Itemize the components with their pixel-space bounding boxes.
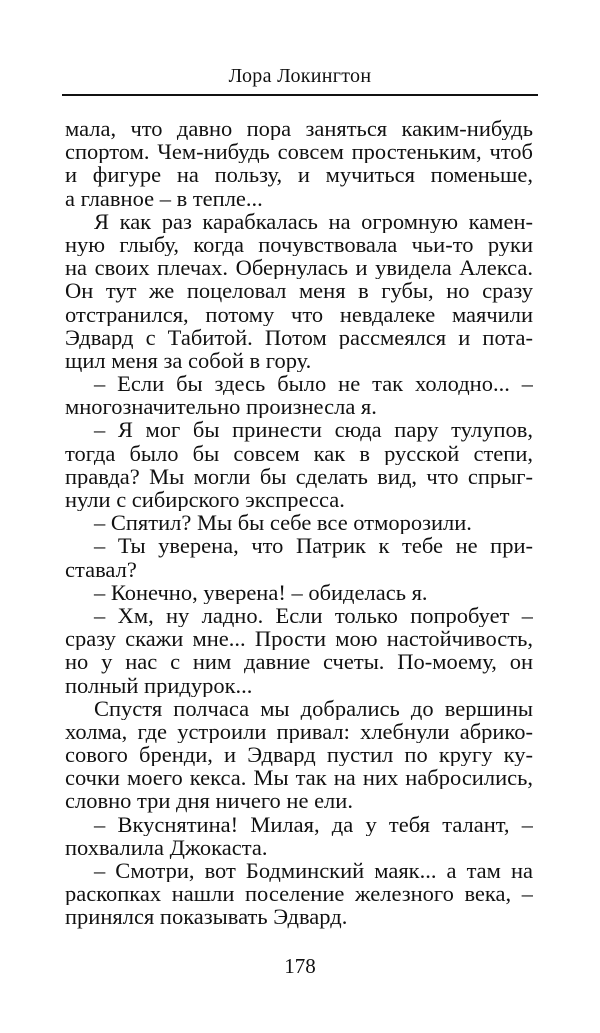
text-line: щил меня за собой в гору. [65, 348, 312, 373]
text-line: тогда было бы совсем как в русской степи, [65, 441, 533, 465]
body-text [65, 117, 533, 929]
text-line: мала, что давно пора заняться каким-нибудь [65, 117, 533, 141]
text-line: раскопках нашли поселение железного века, – [65, 882, 533, 906]
text-line: холма, где устроили привал: хлебнули абрико- [65, 719, 533, 744]
text-line: ставал? [65, 557, 137, 581]
text-line: многозначительно произнесла я. [65, 395, 377, 419]
text-line: отстранился, потому что невдалеке маячили [65, 302, 533, 326]
text-line: Спустя полчаса мы добрались до вершины [94, 696, 533, 720]
text-line: но у нас с ним давние счеты. По-моему, он [65, 650, 533, 674]
page-number: 178 [284, 954, 316, 978]
text-line: а главное – в тепле... [65, 186, 263, 210]
text-line: Эдвард с Табитой. Потом рассмеялся и пота- [65, 325, 533, 349]
text-line: нули с сибирского экспресса. [65, 488, 345, 512]
text-line: правда? Мы могли бы сделать вид, что спрыг- [65, 464, 533, 488]
text-line: – Конечно, уверена! – обиделась я. [94, 580, 428, 604]
text-line: – Вкуснятина! Милая, да у тебя талант, – [94, 812, 533, 836]
text-line: Я как раз карабкалась на огромную камен- [94, 209, 533, 233]
text-line: сочки моего кекса. Мы так на них набросились, [65, 766, 533, 790]
text-line: словно три дня ничего не ели. [65, 789, 353, 813]
header-rule [62, 94, 538, 96]
text-line: полный придурок... [65, 673, 253, 697]
text-line: ную глыбу, когда почувствовала чьи-то руки [65, 232, 533, 257]
text-line: Он тут же поцеловал меня в губы, но сразу [65, 279, 533, 303]
text-line: – Если бы здесь было не так холодно... – [94, 372, 533, 396]
text-line: – Спятил? Мы бы себе все отморозили. [94, 511, 472, 535]
text-line: похвалила Джокаста. [65, 835, 268, 859]
running-header-author: Лора Локингтон [228, 65, 372, 87]
text-line: на своих плечах. Обернулась и увидела Алекса. [65, 256, 533, 280]
text-line: – Ты уверена, что Патрик к тебе не при- [94, 534, 533, 558]
text-line: – Я мог бы принести сюда пару тулупов, [94, 418, 533, 442]
text-line: – Хм, ну ладно. Если только попробует – [94, 603, 533, 628]
text-line: принялся показывать Эдвард. [65, 905, 348, 929]
text-line: – Смотри, вот Бодминский маяк... а там на [94, 859, 533, 883]
text-line: и фигуре на пользу, и мучиться поменьше, [65, 163, 533, 187]
text-line: сразу скажи мне... Прости мою настойчивость, [65, 627, 533, 651]
text-line: сового бренди, и Эдвард пустил по кругу ку- [65, 743, 533, 767]
text-line: спортом. Чем-нибудь совсем простеньким, чтоб [65, 140, 533, 164]
